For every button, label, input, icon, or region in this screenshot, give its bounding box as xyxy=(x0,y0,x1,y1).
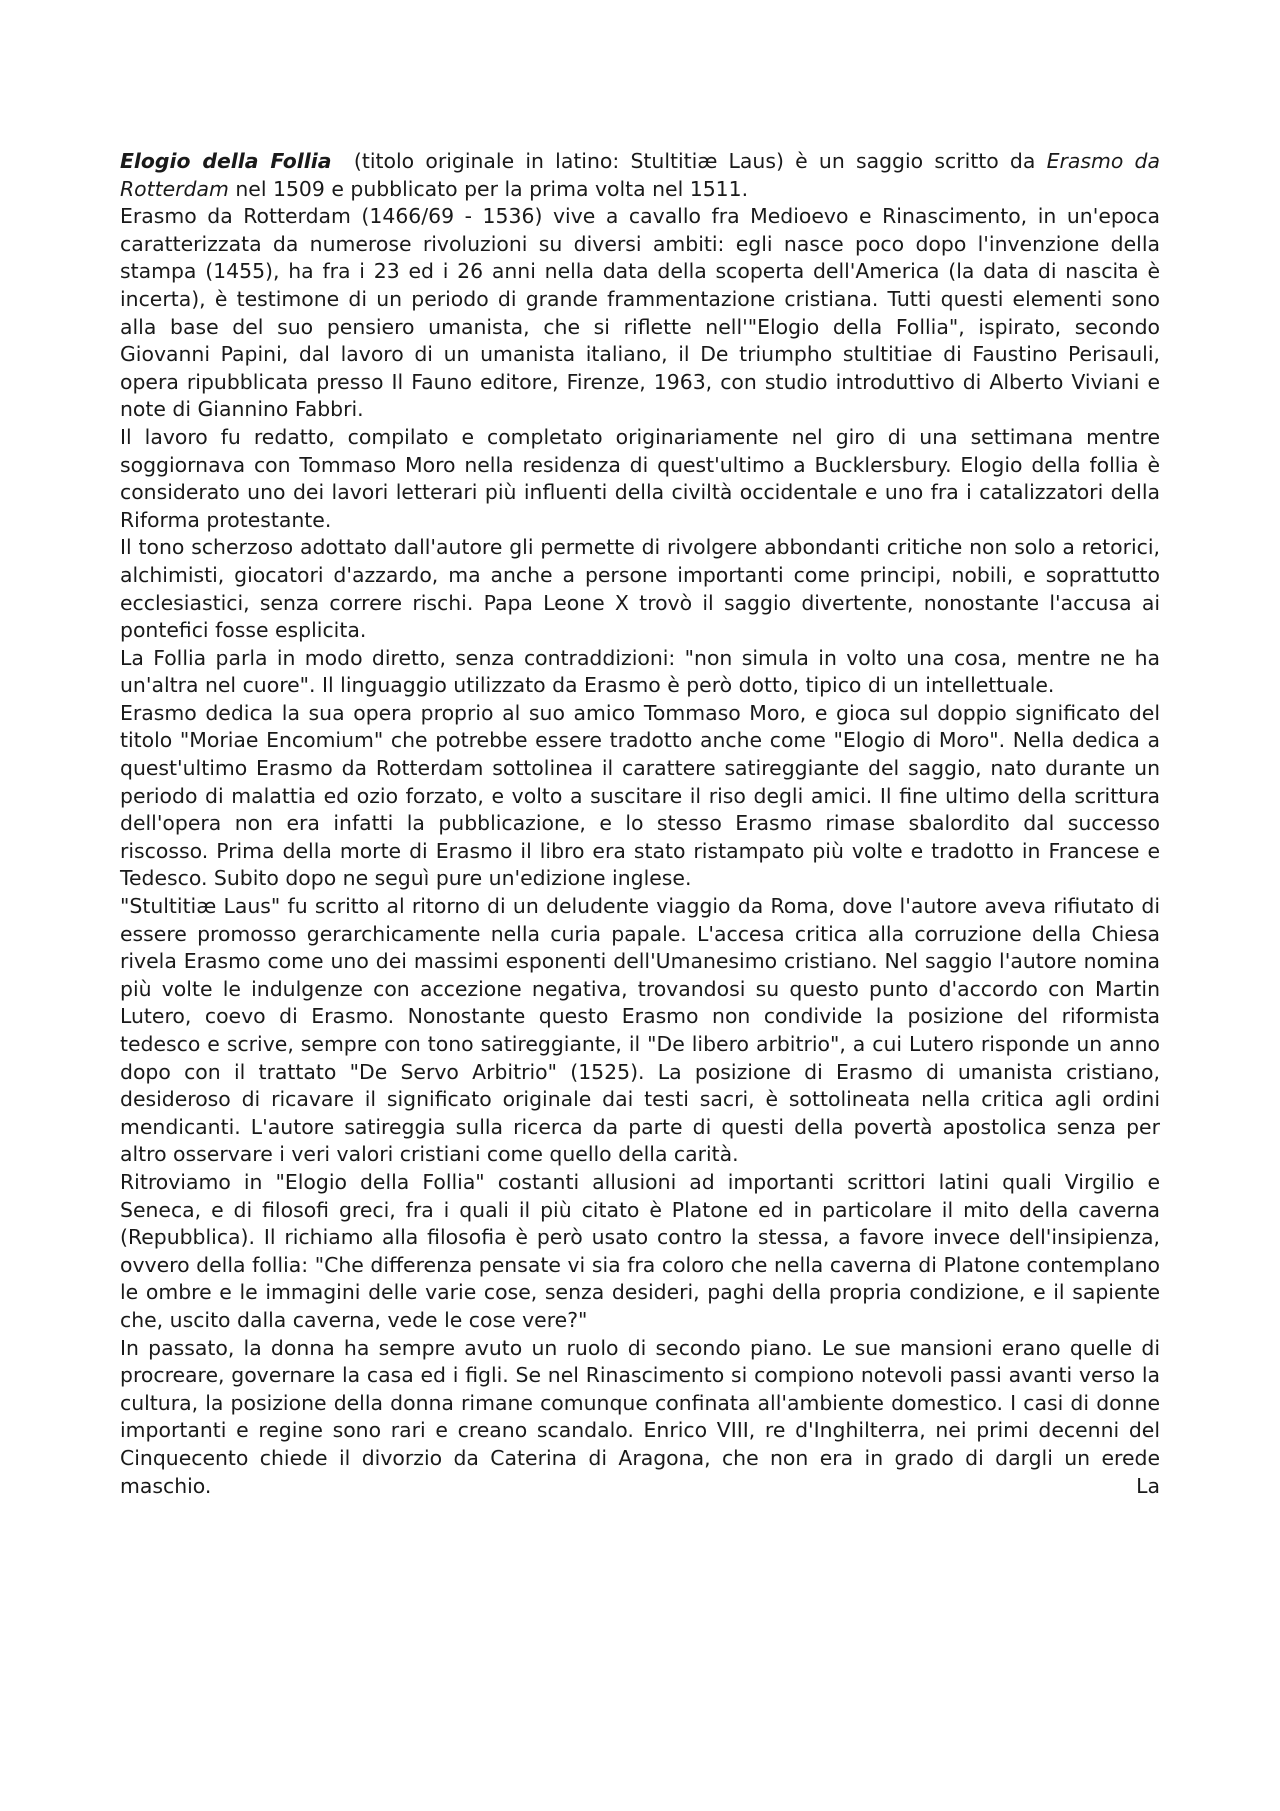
intro-text-b: nel 1509 e pubblicato per la prima volta nel 1511. xyxy=(228,176,749,201)
work-title: Elogio della Follia xyxy=(120,149,332,173)
paragraph-4: Il tono scherzoso adottato dall'autore gli permette di rivolgere abbondanti critiche non solo a retorici, alchimisti, giocatori d'azzardo, ma anche a persone importanti come principi, nobili, e soprattutto ecclesiastici, senza correre rischi. Papa Leone X trovò il saggio divertente, nonostante l'accusa ai pontefici fosse esplicita. xyxy=(120,535,1160,643)
intro-text-a: (titolo originale in latino: Stultitiæ Laus) è un saggio scritto da xyxy=(331,149,1047,173)
paragraph-3: Il lavoro fu redatto, compilato e completato originariamente nel giro di una settimana mentre soggiornava con Tommaso Moro nella residenza di quest'ultimo a Bucklersbury. Elogio della follia è considerato uno dei lavori letterari più influenti della civiltà occidentale e uno fra i catalizzatori della Riforma protestante. xyxy=(120,424,1160,532)
author-name: Erasmo da Rotterdam xyxy=(120,149,1160,201)
paragraph-6: Erasmo dedica la sua opera proprio al suo amico Tommaso Moro, e gioca sul doppio significato del titolo "Moriae Encomium" che potrebbe essere tradotto anche come "Elogio di Moro". Nella dedica a quest'ultimo Erasmo da Rotterdam sottolinea il carattere satireggiante del saggio, nato durante un periodo di malattia ed ozio forzato, e volto a suscitare il riso degli amici. Il fine ultimo della scrittura dell'opera non era infatti la pubblicazione, e lo stesso Erasmo rimase sbalordito dal successo riscosso. Prima della morte di Erasmo il libro era stato ristampato più volte e tradotto in Francese e Tedesco. Subito dopo ne seguì pure un'edizione inglese. xyxy=(120,700,1160,891)
paragraph-9: In passato, la donna ha sempre avuto un ruolo di secondo piano. Le sue mansioni erano quelle di procreare, governare la casa ed i figli. Se nel Rinascimento si compiono notevoli passi avanti verso la cultura, la posizione della donna rimane comunque confinata all'ambiente domestico. I casi di donne importanti e regine sono rari e creano scandalo. Enrico VIII, re d'Inghilterra, nei primi decenni del Cinquecento chiede il divorzio da Caterina di Aragona, che non era in grado di dargli un erede maschio. La xyxy=(120,1335,1160,1498)
paragraph-5: La Follia parla in modo diretto, senza contraddizioni: "non simula in volto una cosa, mentre ne ha un'altra nel cuore". Il linguaggio utilizzato da Erasmo è però dotto, tipico di un intellettuale. xyxy=(120,645,1160,698)
paragraph-8: Ritroviamo in "Elogio della Follia" costanti allusioni ad importanti scrittori latini quali Virgilio e Seneca, e di filosofi greci, fra i quali il più citato è Platone ed in particolare il mito della caverna (Repubblica). Il richiamo alla filosofia è però usato contro la stessa, a favore invece dell'insipienza, ovvero della follia: "Che differenza pensate vi sia fra coloro che nella caverna di Platone contemplano le ombre e le immagini delle varie cose, senza desideri, paghi della propria condizione, e il sapiente che, uscito dalla caverna, vede le cose vere?" xyxy=(120,1169,1160,1332)
paragraph-intro xyxy=(120,148,1160,203)
document-page xyxy=(120,148,1160,1748)
paragraph-2: Erasmo da Rotterdam (1466/69 - 1536) vive a cavallo fra Medioevo e Rinascimento, in un'epoca caratterizzata da numerose rivoluzioni su diversi ambiti: egli nasce poco dopo l'invenzione della stampa (1455), ha fra i 23 ed i 26 anni nella data della scoperta dell'America (la data di nascita è incerta), è testimone di un periodo di grande frammentazione cristiana. Tutti questi elementi sono alla base del suo pensiero umanista, che si riflette nell'"Elogio della Follia", ispirato, secondo Giovanni Papini, dal lavoro di un umanista italiano, il De triumpho stultitiae di Faustino Perisauli, opera ripubblicata presso Il Fauno editore, Firenze, 1963, con studio introduttivo di Alberto Viviani e note di Giannino Fabbri. xyxy=(120,204,1160,422)
paragraph-7: "Stultitiæ Laus" fu scritto al ritorno di un deludente viaggio da Roma, dove l'autore aveva rifiutato di essere promosso gerarchicamente nella curia papale. L'accesa critica alla corruzione della Chiesa rivela Erasmo come uno dei massimi esponenti dell'Umanesimo cristiano. Nel saggio l'autore nomina più volte le indulgenze con accezione negativa, trovandosi su questo punto d'accordo con Martin Lutero, coevo di Erasmo. Nonostante questo Erasmo non condivide la posizione del riformista tedesco e scrive, sempre con tono satireggiante, il "De libero arbitrio", a cui Lutero risponde un anno dopo con il trattato "De Servo Arbitrio" (1525). La posizione di Erasmo di umanista cristiano, desideroso di ricavare il significato originale dai testi sacri, è sottolineata nella critica agli ordini mendicanti. L'autore satireggia sulla ricerca da parte di questi della povertà apostolica senza per altro osservare i veri valori cristiani come quello della carità. xyxy=(120,894,1160,1167)
